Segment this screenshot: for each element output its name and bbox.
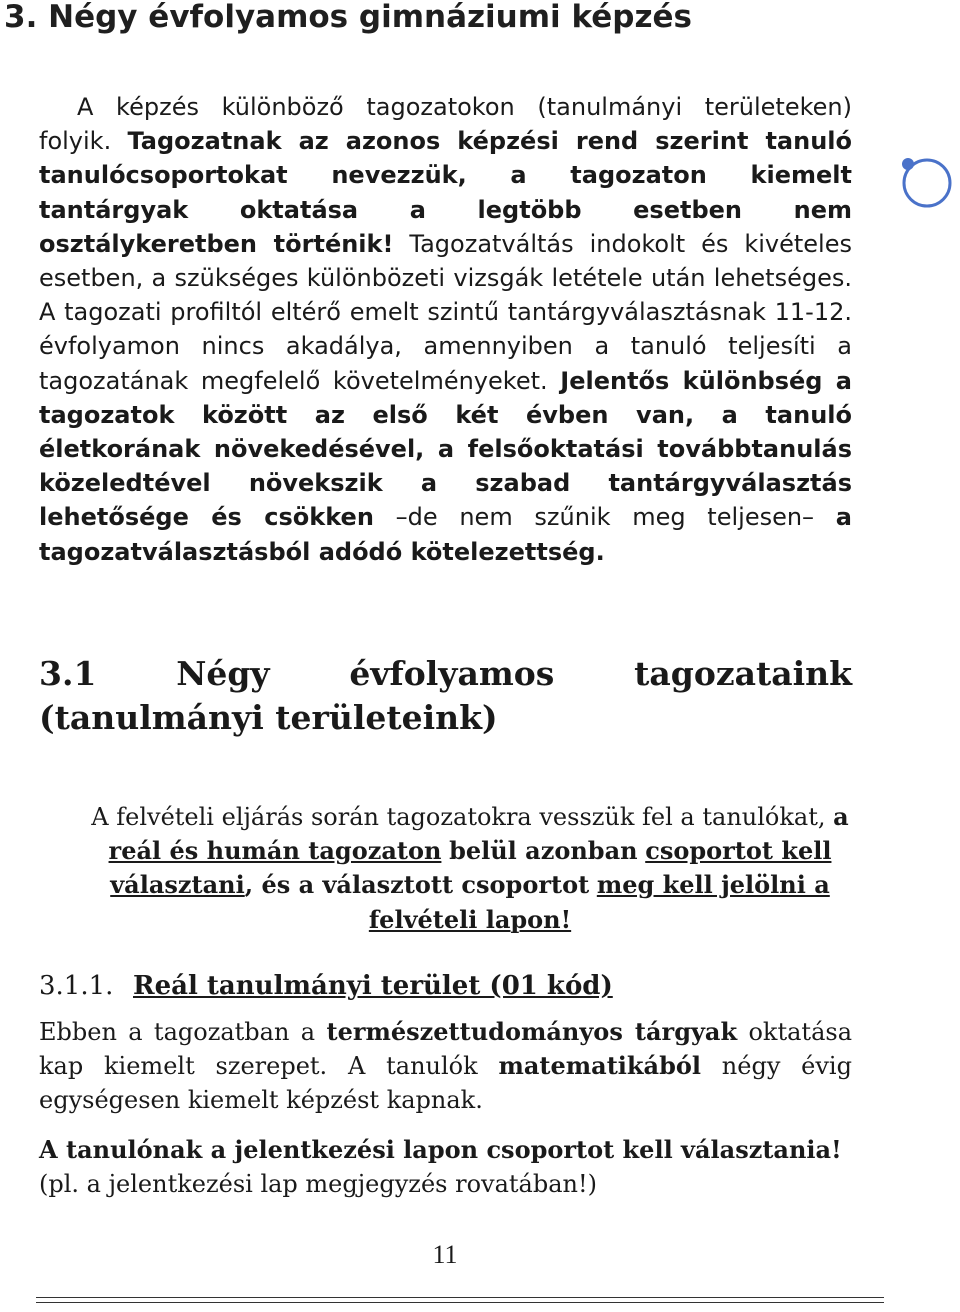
- notice-underline-1: reál és humán tagozaton: [108, 836, 442, 866]
- notice-text-3: belül azonban: [449, 836, 638, 866]
- notice-text-1: A felvételi eljárás során tagozatokra vesszük fel a tanulókat,: [91, 803, 826, 831]
- choose-group-paragraph: [39, 1133, 852, 1201]
- footer-rule-bottom: [36, 1302, 884, 1303]
- notice-text-4: , és a választott csoportot: [244, 870, 590, 900]
- choose-group-bold: A tanulónak a jelentkezési lapon csoportot kell választania!: [39, 1135, 842, 1164]
- intro-sentence-3: Tagozatváltás indokolt és kivételes esetben, a szükséges különbözeti vizsgák letétele után lehetséges. A tagozati profiltól eltérő emelt szintű tantárgyválasztásnak 11-12. évfolyamon nincs akadálya, amennyiben a tanuló teljesíti a tagozatának megfelelő követelményeket.: [39, 229, 852, 395]
- intro-sentence-1: A képzés különböző tagozatokon (tanulmányi területeken) folyik.: [39, 93, 852, 156]
- footer-rule-top: [36, 1297, 884, 1298]
- chapter-heading: 3. Négy évfolyamos gimnáziumi képzés: [4, 0, 692, 35]
- admission-notice: [80, 800, 860, 937]
- real-bold-2: matematikából: [498, 1051, 701, 1081]
- intro-sentence-6: a tagozatválasztásból adódó kötelezettség.: [39, 503, 852, 566]
- subsection-heading: [39, 968, 613, 1004]
- notice-text-2: a: [833, 802, 849, 831]
- page-number: 11: [432, 1240, 458, 1269]
- intro-aside: –de nem szűnik meg teljesen–: [395, 503, 815, 532]
- subsection-title: Reál tanulmányi terület (01 kód): [133, 971, 613, 1001]
- real-text-1: Ebben a tagozatban a: [39, 1018, 316, 1046]
- subsection-number: 3.1.1.: [39, 971, 114, 1001]
- intro-paragraph: [39, 90, 852, 569]
- real-text-3: négy évig egységesen kiemelt képzést kapnak.: [39, 1052, 852, 1115]
- section-heading: 3.1 Négy évfolyamos tagozataink (tanulmányi területeink): [39, 654, 852, 737]
- real-bold-1: természettudományos tárgyak: [326, 1017, 738, 1046]
- decorative-circle-icon: [896, 152, 956, 212]
- notice-underline-2: csoportot kell választani: [110, 836, 832, 900]
- notice-underline-3: meg kell jelölni a felvételi lapon!: [368, 870, 830, 934]
- intro-sentence-2: Tagozatnak az azonos képzési rend szerint tanuló tanulócsoportokat nevezzük, a tagozaton kiemelt tantárgyak oktatása a legtöbb esetben nem osztálykeretben történik!: [39, 127, 852, 258]
- real-paragraph: [39, 1015, 852, 1118]
- intro-sentence-4: Jelentős különbség a tagozatok között az első két évben van, a tanuló életkorának növekedésével, a felsőoktatási továbbtanulás közeledtével növekszik a szabad tantárgyválasztás lehetősége és csökken: [39, 366, 853, 532]
- real-text-2: oktatása kap kiemelt szerepet. A tanulók: [39, 1018, 853, 1081]
- choose-group-note: (pl. a jelentkezési lap megjegyzés rovatában!): [39, 1170, 597, 1199]
